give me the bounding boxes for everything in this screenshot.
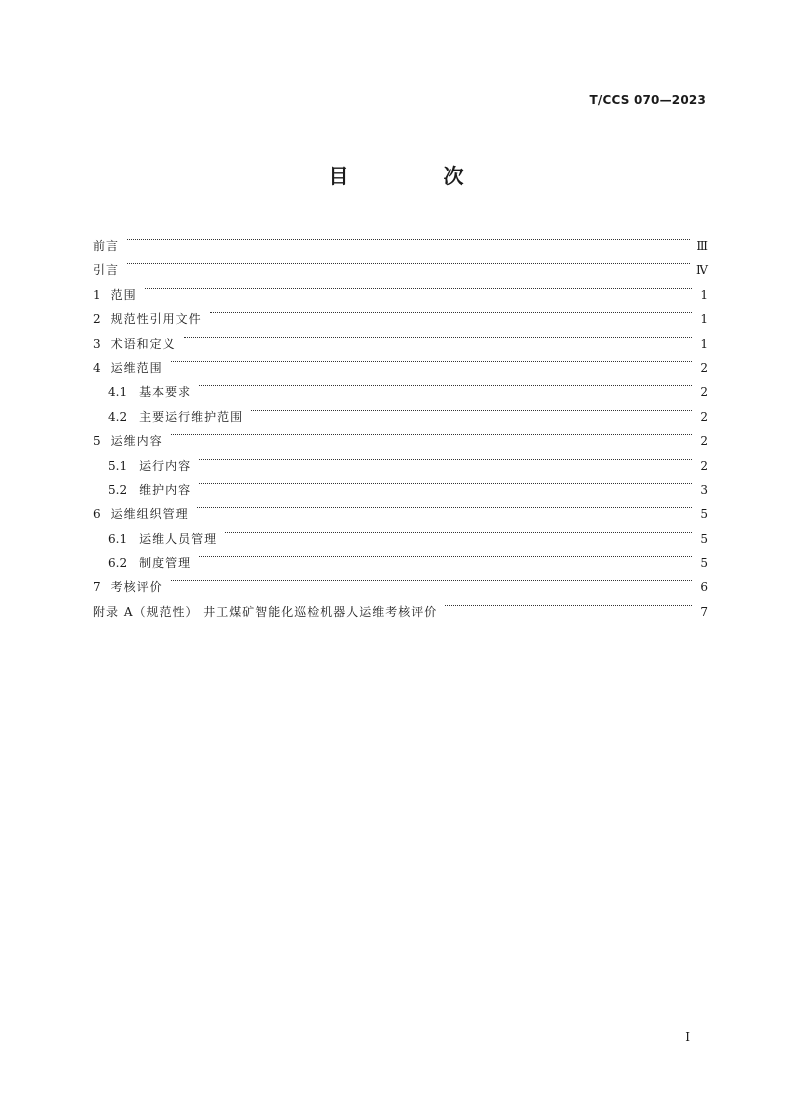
toc-dot-leader (171, 348, 692, 372)
toc-entry-page: 3 (700, 482, 708, 497)
toc-entry-page: 5 (700, 556, 708, 571)
toc-dot-leader (127, 226, 690, 250)
toc-dot-leader (171, 421, 692, 445)
toc-entry-number: 6.1 (108, 531, 128, 546)
toc-entry-label: 规范性引用文件 (110, 312, 202, 327)
toc-entry-label: 术语和定义 (110, 336, 176, 351)
toc-entry-label: 运维内容 (110, 434, 163, 449)
toc-entry-page: Ⅲ (696, 239, 708, 253)
toc-entry-number: 2 (93, 312, 101, 327)
toc-dot-leader (171, 567, 692, 591)
toc-entry-page: 6 (700, 580, 708, 595)
toc-entry-page: 2 (700, 434, 708, 449)
toc-entry-label: 运行内容 (139, 458, 192, 473)
toc-entry-label: 考核评价 (110, 580, 163, 595)
toc-entry-label: 引言 (93, 263, 120, 278)
toc-entry-page: 1 (700, 336, 708, 351)
toc-entry-page: 5 (700, 507, 708, 522)
toc-dot-leader (251, 397, 692, 421)
toc-entry[interactable] (93, 446, 708, 473)
toc-dot-leader (199, 543, 692, 567)
toc-entry-label: 前言 (93, 239, 120, 253)
toc-entry-page: 1 (700, 312, 708, 327)
toc-entry-number: 6 (93, 507, 101, 522)
toc-entry-label: 维护内容 (139, 482, 192, 497)
toc-entry-page: 2 (700, 360, 708, 375)
toc-entry-number: 3 (93, 336, 101, 351)
toc-entry[interactable] (93, 250, 708, 278)
toc-entry-label: 主要运行维护范围 (139, 409, 244, 424)
toc-title: 目 次 (328, 164, 508, 188)
toc-entry-number: 1 (93, 287, 101, 302)
toc-entry-label: 范围 (110, 287, 137, 302)
toc-entry-page: 7 (700, 604, 708, 619)
toc-entry[interactable] (93, 348, 708, 375)
toc-entry-page: 2 (700, 385, 708, 400)
toc-dot-leader (184, 324, 692, 348)
toc-dot-leader (210, 299, 692, 323)
toc-entry-number: 4.2 (108, 409, 128, 424)
toc-entry[interactable] (93, 324, 708, 351)
toc-entry-number: 4.1 (108, 385, 128, 400)
toc-entry[interactable] (93, 275, 708, 302)
toc-dot-leader (225, 519, 692, 543)
toc-entry-number: 5.2 (108, 482, 128, 497)
toc-entry-number: 5.1 (108, 458, 128, 473)
toc-entry-page: 2 (700, 409, 708, 424)
toc-entry-label: 运维组织管理 (110, 507, 189, 522)
toc-entry-number: 5 (93, 434, 101, 449)
toc-entry-label: 运维人员管理 (139, 531, 218, 546)
toc-entry[interactable] (93, 421, 708, 449)
toc-dot-leader (197, 494, 692, 518)
toc-entry-label: 运维范围 (110, 360, 163, 375)
toc-dot-leader (199, 372, 692, 396)
toc-dot-leader (127, 250, 690, 274)
document-code: T/CCS 070—2023 (589, 93, 706, 107)
toc-entry-label: 制度管理 (139, 556, 192, 571)
toc-entry-label: 基本要求 (139, 385, 192, 400)
toc-list (93, 226, 708, 619)
toc-entry-number: 7 (93, 580, 101, 595)
toc-entry-page: 5 (700, 531, 708, 546)
toc-entry[interactable] (93, 567, 708, 595)
toc-dot-leader (199, 446, 692, 470)
toc-dot-leader (445, 592, 692, 616)
toc-entry[interactable] (93, 299, 708, 327)
toc-entry[interactable] (93, 592, 708, 619)
toc-entry-page: 2 (700, 458, 708, 473)
toc-entry-number: 4 (93, 360, 101, 375)
toc-entry-label: 附录 A（规范性） 井工煤矿智能化巡检机器人运维考核评价 (93, 604, 438, 619)
toc-entry-number: 6.2 (108, 556, 128, 571)
toc-dot-leader (145, 275, 692, 299)
toc-entry-page: 1 (700, 287, 708, 302)
page-number: Ⅰ (685, 1030, 690, 1044)
toc-entry-page: Ⅳ (696, 263, 708, 278)
toc-dot-leader (199, 470, 692, 494)
toc-entry[interactable] (93, 226, 708, 253)
toc-entry[interactable] (93, 372, 708, 400)
